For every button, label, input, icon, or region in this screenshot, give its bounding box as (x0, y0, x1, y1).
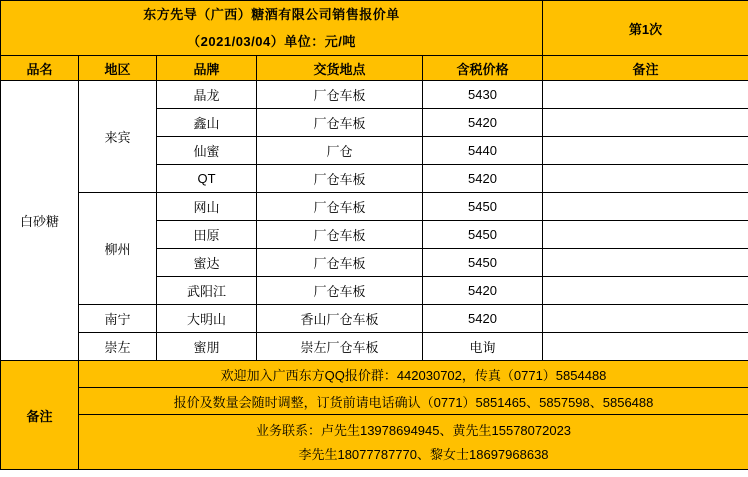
brand-cell: 蜜朋 (157, 333, 257, 361)
note-cell (543, 193, 748, 221)
brand-cell: 蜜达 (157, 249, 257, 277)
footer-contacts-line-b: 李先生18077787770、黎女士18697968638 (298, 447, 549, 462)
delivery-cell: 厂仓车板 (257, 277, 423, 305)
footer-note-phone: 报价及数量会随时调整，订货前请电话确认（0771）5851465、5857598、5856488 (79, 388, 748, 415)
delivery-cell: 厂仓车板 (257, 109, 423, 137)
price-cell: 电询 (423, 333, 543, 361)
note-cell (543, 137, 748, 165)
note-cell (543, 277, 748, 305)
column-header-delivery: 交货地点 (257, 56, 423, 81)
note-cell (543, 333, 748, 361)
brand-cell: 大明山 (157, 305, 257, 333)
title-line-1: 东方先导（广西）糖酒有限公司销售报价单 (143, 7, 400, 22)
note-cell (543, 221, 748, 249)
note-cell (543, 109, 748, 137)
note-cell (543, 165, 748, 193)
table-row (1, 193, 748, 221)
price-cell: 5450 (423, 193, 543, 221)
region-name: 南宁 (79, 305, 157, 333)
issue-number: 第1次 (543, 1, 748, 56)
delivery-cell: 厂仓车板 (257, 249, 423, 277)
title-row (1, 1, 748, 56)
column-header-product: 品名 (1, 56, 79, 81)
region-name: 来宾 (79, 81, 157, 193)
price-cell: 5440 (423, 137, 543, 165)
delivery-cell: 崇左厂仓车板 (257, 333, 423, 361)
brand-cell: 武阳江 (157, 277, 257, 305)
footer-row-1 (1, 361, 748, 388)
price-cell: 5430 (423, 81, 543, 109)
delivery-cell: 厂仓车板 (257, 81, 423, 109)
brand-cell: 网山 (157, 193, 257, 221)
price-cell: 5420 (423, 165, 543, 193)
header-row (1, 56, 748, 81)
column-header-note: 备注 (543, 56, 748, 81)
price-cell: 5420 (423, 277, 543, 305)
footer-contacts-line-a: 业务联系：卢先生13978694945、黄先生15578072023 (255, 423, 572, 438)
price-cell: 5450 (423, 221, 543, 249)
title-line-2: （2021/03/04）单位：元/吨 (187, 34, 356, 49)
delivery-cell: 厂仓车板 (257, 221, 423, 249)
delivery-cell: 香山厂仓车板 (257, 305, 423, 333)
table-row (1, 333, 748, 361)
delivery-cell: 厂仓 (257, 137, 423, 165)
delivery-cell: 厂仓车板 (257, 193, 423, 221)
price-cell: 5450 (423, 249, 543, 277)
price-cell: 5420 (423, 305, 543, 333)
footer-note-qq: 欢迎加入广西东方QQ报价群：442030702，传真（0771）5854488 (79, 361, 748, 388)
brand-cell: 鑫山 (157, 109, 257, 137)
footer-label: 备注 (1, 361, 79, 470)
column-header-price: 含税价格 (423, 56, 543, 81)
region-name: 崇左 (79, 333, 157, 361)
note-cell (543, 305, 748, 333)
brand-cell: QT (157, 165, 257, 193)
brand-cell: 晶龙 (157, 81, 257, 109)
table-row (1, 305, 748, 333)
footer-row-2 (1, 388, 748, 415)
table-row (1, 81, 748, 109)
note-cell (543, 249, 748, 277)
footer-note-contacts (79, 415, 748, 470)
note-cell (543, 81, 748, 109)
brand-cell: 仙蜜 (157, 137, 257, 165)
document-title (1, 1, 543, 56)
price-cell: 5420 (423, 109, 543, 137)
brand-cell: 田原 (157, 221, 257, 249)
column-header-region: 地区 (79, 56, 157, 81)
footer-row-3 (1, 415, 748, 470)
delivery-cell: 厂仓车板 (257, 165, 423, 193)
column-header-brand: 品牌 (157, 56, 257, 81)
region-name: 柳州 (79, 193, 157, 305)
product-name: 白砂糖 (1, 81, 79, 361)
